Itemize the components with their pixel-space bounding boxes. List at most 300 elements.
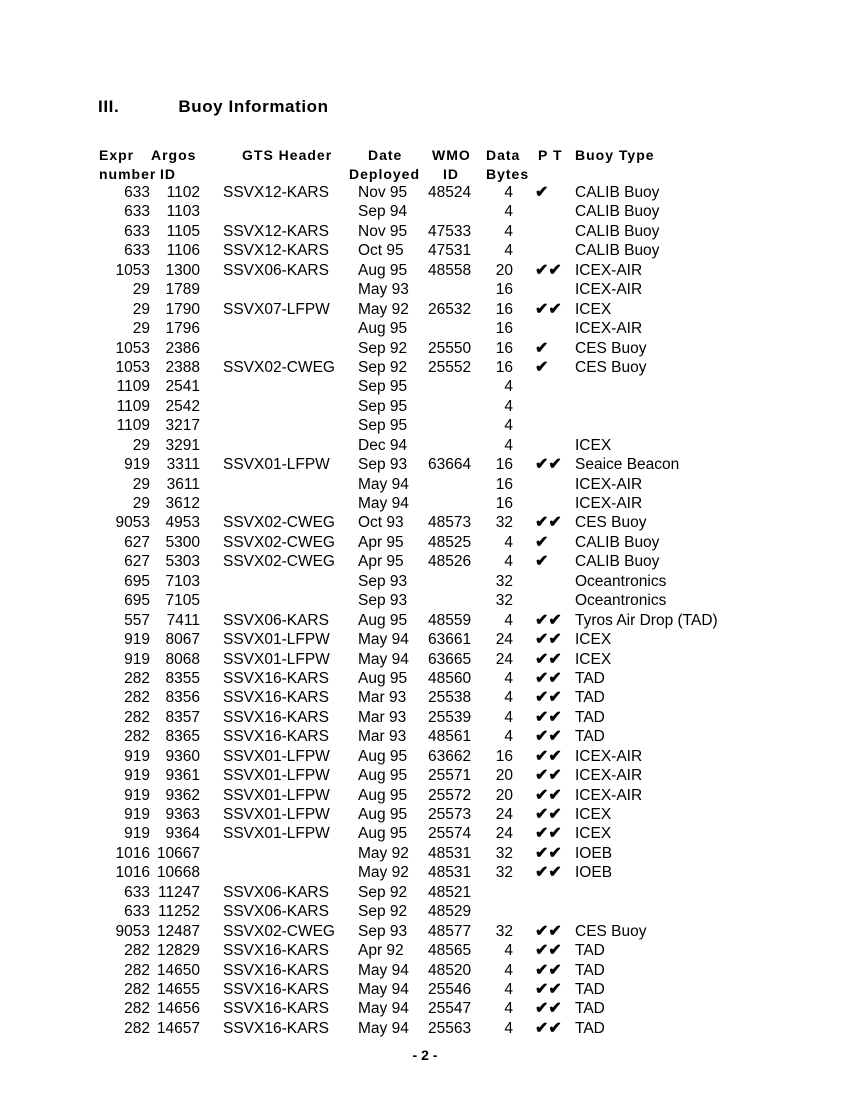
buoy-type: CALIB Buoy <box>575 203 660 221</box>
gts-header: SSVX07-LFPW <box>223 300 330 318</box>
date-deployed: May 92 <box>358 844 409 862</box>
expr-number: 919 <box>124 747 150 765</box>
table-row <box>0 766 850 785</box>
table-row <box>0 941 850 960</box>
expr-number: 29 <box>132 281 150 299</box>
argos-id: 11247 <box>158 883 200 901</box>
header-bytes-1: Data <box>486 147 521 163</box>
buoy-type: ICEX <box>575 631 612 649</box>
argos-id: 14655 <box>156 980 200 998</box>
argos-id: 5300 <box>165 533 200 551</box>
date-deployed: Apr 92 <box>358 942 404 960</box>
argos-id: 9362 <box>165 786 200 804</box>
data-bytes: 24 <box>495 631 513 649</box>
section-heading <box>98 97 329 117</box>
data-bytes: 4 <box>504 436 513 454</box>
buoy-type: ICEX-AIR <box>575 475 643 493</box>
data-bytes: 24 <box>495 806 513 823</box>
buoy-type: CES Buoy <box>575 358 647 376</box>
pt-checkmarks: ✔✔ <box>535 961 562 979</box>
table-row <box>0 980 850 999</box>
argos-id: 8355 <box>165 669 200 687</box>
header-expr-1: Expr <box>99 147 135 163</box>
section-number: III. <box>98 97 120 116</box>
date-deployed: Sep 95 <box>358 417 408 435</box>
buoy-type: IOEB <box>575 864 613 882</box>
gts-header: SSVX16-KARS <box>223 689 329 707</box>
expr-number: 919 <box>124 767 150 785</box>
data-bytes: 4 <box>504 669 513 687</box>
buoy-type: CES Buoy <box>575 514 647 532</box>
date-deployed: Nov 95 <box>358 222 408 240</box>
page-number: - 2 - <box>412 1047 438 1063</box>
header-gts: GTS Header <box>242 147 333 163</box>
expr-number: 29 <box>132 475 150 493</box>
date-deployed: Apr 95 <box>358 533 404 551</box>
wmo-id: 48560 <box>428 669 472 687</box>
pt-checkmarks: ✔✔ <box>535 689 562 707</box>
table-row <box>0 183 850 202</box>
buoy-type: CALIB Buoy <box>575 553 660 571</box>
buoy-type: TAD <box>575 689 605 707</box>
expr-number: 919 <box>124 786 150 804</box>
argos-id: 2388 <box>165 358 200 376</box>
data-bytes: 32 <box>495 514 513 532</box>
data-bytes: 24 <box>495 825 513 843</box>
wmo-id: 48577 <box>428 922 472 940</box>
pt-checkmarks: ✔✔ <box>535 514 562 532</box>
pt-checkmarks: ✔✔ <box>535 728 562 746</box>
wmo-id: 63665 <box>428 650 472 668</box>
gts-header: SSVX16-KARS <box>223 669 329 687</box>
expr-number: 282 <box>124 728 150 746</box>
gts-header: SSVX12-KARS <box>223 222 329 240</box>
gts-header: SSVX06-KARS <box>223 883 329 901</box>
table-row <box>0 513 850 532</box>
pt-checkmarks: ✔✔ <box>535 611 562 629</box>
table-row <box>0 727 850 746</box>
data-bytes: 4 <box>504 184 513 201</box>
wmo-id: 25563 <box>428 1019 472 1037</box>
date-deployed: Mar 93 <box>358 708 407 726</box>
table-row <box>0 708 850 727</box>
wmo-id: 25547 <box>428 1000 472 1018</box>
expr-number: 557 <box>124 611 150 629</box>
expr-number: 282 <box>124 1000 150 1018</box>
data-bytes: 4 <box>504 611 513 629</box>
date-deployed: Aug 95 <box>358 747 408 765</box>
date-deployed: May 94 <box>358 1000 409 1018</box>
expr-number: 29 <box>132 436 150 454</box>
table-row <box>0 999 850 1018</box>
wmo-id: 47531 <box>428 242 472 260</box>
wmo-id: 48524 <box>428 184 472 201</box>
date-deployed: Sep 92 <box>358 339 408 357</box>
data-bytes: 4 <box>504 242 513 260</box>
date-deployed: May 93 <box>358 281 409 299</box>
wmo-id: 48526 <box>428 553 472 571</box>
data-bytes: 32 <box>495 844 513 862</box>
table-row <box>0 630 850 649</box>
argos-id: 3291 <box>165 436 200 454</box>
wmo-id: 48561 <box>428 728 472 746</box>
gts-header: SSVX16-KARS <box>223 1000 329 1018</box>
buoy-type: ICEX-AIR <box>575 495 643 512</box>
data-bytes: 16 <box>495 747 513 765</box>
expr-number: 633 <box>124 184 150 201</box>
gts-header: SSVX01-LFPW <box>223 825 330 843</box>
wmo-id: 25539 <box>428 708 472 726</box>
table-row <box>0 805 850 824</box>
date-deployed: Apr 95 <box>358 553 404 571</box>
table-row <box>0 650 850 669</box>
argos-id: 10667 <box>156 844 200 862</box>
argos-id: 3612 <box>165 495 200 512</box>
buoy-type: Oceantronics <box>575 592 667 610</box>
date-deployed: May 94 <box>358 980 409 998</box>
argos-id: 8067 <box>165 631 200 649</box>
table-row <box>0 824 850 843</box>
buoy-type: TAD <box>575 980 605 998</box>
expr-number: 1053 <box>115 358 150 376</box>
gts-header: SSVX01-LFPW <box>223 786 330 804</box>
expr-number: 9053 <box>115 514 150 532</box>
argos-id: 3611 <box>166 475 200 493</box>
argos-id: 14656 <box>156 1000 200 1018</box>
argos-id: 7411 <box>166 611 200 629</box>
date-deployed: Sep 92 <box>358 903 408 921</box>
wmo-id: 48565 <box>428 942 472 960</box>
wmo-id: 48531 <box>428 864 472 882</box>
header-date-1: Date <box>368 147 403 163</box>
gts-header: SSVX06-KARS <box>223 261 329 279</box>
buoy-type: ICEX-AIR <box>575 261 643 279</box>
data-bytes: 4 <box>504 378 513 396</box>
date-deployed: Dec 94 <box>358 436 408 454</box>
pt-checkmarks: ✔✔ <box>535 825 562 843</box>
header-argos-2: ID <box>160 166 176 182</box>
gts-header: SSVX12-KARS <box>223 184 329 201</box>
date-deployed: May 94 <box>358 961 409 979</box>
expr-number: 695 <box>124 572 150 590</box>
date-deployed: May 94 <box>358 1019 409 1037</box>
data-bytes: 16 <box>495 456 513 474</box>
wmo-id: 63662 <box>428 747 472 765</box>
buoy-type: ICEX <box>575 806 612 823</box>
date-deployed: Sep 95 <box>358 397 408 415</box>
wmo-id: 63661 <box>428 631 472 649</box>
argos-id: 1300 <box>165 261 200 279</box>
wmo-id: 48531 <box>428 844 472 862</box>
data-bytes: 4 <box>504 980 513 998</box>
buoy-type: ICEX-AIR <box>575 786 643 804</box>
gts-header: SSVX06-KARS <box>223 903 329 921</box>
argos-id: 1102 <box>166 184 200 201</box>
data-bytes: 4 <box>504 689 513 707</box>
date-deployed: May 94 <box>358 495 409 512</box>
table-row <box>0 883 850 902</box>
gts-header: SSVX02-CWEG <box>223 553 335 571</box>
argos-id: 7105 <box>165 592 200 610</box>
buoy-type: ICEX <box>575 650 612 668</box>
header-wmo-1: WMO <box>432 147 471 163</box>
buoy-type: CALIB Buoy <box>575 184 660 201</box>
argos-id: 8365 <box>165 728 200 746</box>
argos-id: 12487 <box>156 922 200 940</box>
gts-header: SSVX02-CWEG <box>223 514 335 532</box>
buoy-type: TAD <box>575 669 605 687</box>
gts-header: SSVX01-LFPW <box>223 747 330 765</box>
gts-header: SSVX12-KARS <box>223 242 329 260</box>
pt-checkmarks: ✔✔ <box>535 980 562 998</box>
buoy-table <box>0 183 850 1038</box>
table-row <box>0 261 850 280</box>
buoy-type: TAD <box>575 1000 605 1018</box>
buoy-type: ICEX <box>575 825 612 843</box>
expr-number: 1053 <box>115 339 150 357</box>
date-deployed: May 94 <box>358 650 409 668</box>
date-deployed: Aug 95 <box>358 825 408 843</box>
wmo-id: 25550 <box>428 339 472 357</box>
pt-checkmarks: ✔✔ <box>535 1019 562 1037</box>
pt-checkmarks: ✔✔ <box>535 650 562 668</box>
pt-checkmarks: ✔✔ <box>535 1000 562 1018</box>
gts-header: SSVX16-KARS <box>223 942 329 960</box>
date-deployed: Aug 95 <box>358 320 408 338</box>
pt-checkmarks: ✔ <box>535 184 549 201</box>
buoy-type: TAD <box>575 708 605 726</box>
date-deployed: Sep 92 <box>358 358 408 376</box>
date-deployed: May 92 <box>358 300 409 318</box>
argos-id: 1105 <box>166 222 200 240</box>
gts-header: SSVX02-CWEG <box>223 533 335 551</box>
date-deployed: May 94 <box>358 631 409 649</box>
expr-number: 919 <box>124 631 150 649</box>
header-expr-2: number <box>99 166 157 182</box>
argos-id: 3217 <box>165 417 200 435</box>
gts-header: SSVX06-KARS <box>223 611 329 629</box>
data-bytes: 4 <box>504 203 513 221</box>
buoy-type: CES Buoy <box>575 922 647 940</box>
data-bytes: 20 <box>495 786 513 804</box>
wmo-id: 48520 <box>428 961 472 979</box>
table-row <box>0 416 850 435</box>
gts-header: SSVX01-LFPW <box>223 631 330 649</box>
expr-number: 633 <box>124 203 150 221</box>
expr-number: 633 <box>124 222 150 240</box>
buoy-type: ICEX <box>575 300 612 318</box>
table-row <box>0 475 850 494</box>
buoy-type: CALIB Buoy <box>575 533 660 551</box>
pt-checkmarks: ✔✔ <box>535 669 562 687</box>
buoy-type: ICEX-AIR <box>575 767 643 785</box>
data-bytes: 4 <box>504 397 513 415</box>
data-bytes: 16 <box>495 358 513 376</box>
date-deployed: Sep 95 <box>358 378 408 396</box>
date-deployed: Sep 94 <box>358 203 408 221</box>
table-row <box>0 922 850 941</box>
pt-checkmarks: ✔✔ <box>535 844 562 862</box>
table-row <box>0 300 850 319</box>
date-deployed: Aug 95 <box>358 806 408 823</box>
data-bytes: 4 <box>504 942 513 960</box>
table-row <box>0 455 850 474</box>
date-deployed: May 92 <box>358 864 409 882</box>
date-deployed: May 94 <box>358 475 409 493</box>
argos-id: 9360 <box>165 747 200 765</box>
buoy-type: ICEX-AIR <box>575 320 643 338</box>
header-type: Buoy Type <box>575 147 655 163</box>
gts-header: SSVX16-KARS <box>223 728 329 746</box>
data-bytes: 32 <box>495 572 513 590</box>
data-bytes: 4 <box>504 417 513 435</box>
table-row <box>0 533 850 552</box>
table-row <box>0 844 850 863</box>
argos-id: 14650 <box>156 961 200 979</box>
data-bytes: 32 <box>495 922 513 940</box>
wmo-id: 25572 <box>428 786 472 804</box>
expr-number: 1109 <box>116 417 150 435</box>
expr-number: 29 <box>132 495 150 512</box>
pt-checkmarks: ✔✔ <box>535 456 562 474</box>
argos-id: 8068 <box>165 650 200 668</box>
buoy-type: CALIB Buoy <box>575 222 660 240</box>
wmo-id: 25573 <box>428 806 472 823</box>
table-row <box>0 786 850 805</box>
expr-number: 282 <box>124 942 150 960</box>
date-deployed: Oct 93 <box>358 514 404 532</box>
argos-id: 1796 <box>165 320 200 338</box>
gts-header: SSVX01-LFPW <box>223 650 330 668</box>
table-row <box>0 572 850 591</box>
buoy-type: TAD <box>575 961 605 979</box>
expr-number: 633 <box>124 242 150 260</box>
buoy-type: Oceantronics <box>575 572 667 590</box>
argos-id: 3311 <box>166 456 200 474</box>
argos-id: 5303 <box>165 553 200 571</box>
wmo-id: 25574 <box>428 825 472 843</box>
date-deployed: Nov 95 <box>358 184 408 201</box>
gts-header: SSVX01-LFPW <box>223 456 330 474</box>
data-bytes: 32 <box>495 864 513 882</box>
table-row <box>0 202 850 221</box>
gts-header: SSVX16-KARS <box>223 1019 329 1037</box>
data-bytes: 4 <box>504 1000 513 1018</box>
pt-checkmarks: ✔ <box>535 358 549 376</box>
table-row <box>0 494 850 513</box>
table-row <box>0 669 850 688</box>
table-row <box>0 961 850 980</box>
table-row <box>0 1019 850 1038</box>
argos-id: 9364 <box>165 825 200 843</box>
wmo-id: 48521 <box>428 883 472 901</box>
table-row <box>0 377 850 396</box>
expr-number: 919 <box>124 650 150 668</box>
pt-checkmarks: ✔✔ <box>535 806 562 823</box>
pt-checkmarks: ✔✔ <box>535 942 562 960</box>
expr-number: 1109 <box>116 397 150 415</box>
argos-id: 7103 <box>165 572 200 590</box>
date-deployed: Sep 93 <box>358 592 408 610</box>
expr-number: 1053 <box>115 261 150 279</box>
table-row <box>0 436 850 455</box>
argos-id: 10668 <box>156 864 200 882</box>
buoy-type: TAD <box>575 728 605 746</box>
argos-id: 11252 <box>158 903 200 921</box>
argos-id: 1789 <box>165 281 200 299</box>
table-row <box>0 863 850 882</box>
pt-checkmarks: ✔✔ <box>535 922 562 940</box>
pt-checkmarks: ✔✔ <box>535 261 562 279</box>
data-bytes: 16 <box>495 300 513 318</box>
table-row <box>0 611 850 630</box>
table-row <box>0 241 850 260</box>
section-title: Buoy Information <box>178 97 329 116</box>
table-row <box>0 902 850 921</box>
buoy-type: Tyros Air Drop (TAD) <box>575 611 718 629</box>
wmo-id: 25546 <box>428 980 472 998</box>
wmo-id: 48559 <box>428 611 472 629</box>
argos-id: 12829 <box>156 942 200 960</box>
buoy-type: TAD <box>575 942 605 960</box>
table-row <box>0 280 850 299</box>
table-row <box>0 319 850 338</box>
gts-header: SSVX01-LFPW <box>223 806 330 823</box>
expr-number: 282 <box>124 669 150 687</box>
buoy-type: IOEB <box>575 844 613 862</box>
expr-number: 1109 <box>116 378 150 396</box>
wmo-id: 26532 <box>428 300 472 318</box>
argos-id: 2386 <box>165 339 200 357</box>
data-bytes: 4 <box>504 961 513 979</box>
argos-id: 8356 <box>165 689 200 707</box>
expr-number: 1016 <box>115 844 150 862</box>
argos-id: 2542 <box>165 397 200 415</box>
data-bytes: 24 <box>495 650 513 668</box>
wmo-id: 48558 <box>428 261 472 279</box>
expr-number: 1016 <box>115 864 150 882</box>
table-row <box>0 688 850 707</box>
expr-number: 633 <box>124 883 150 901</box>
expr-number: 282 <box>124 980 150 998</box>
wmo-id: 25552 <box>428 358 472 376</box>
expr-number: 282 <box>124 708 150 726</box>
wmo-id: 48573 <box>428 514 472 532</box>
pt-checkmarks: ✔✔ <box>535 864 562 882</box>
argos-id: 1790 <box>165 300 200 318</box>
data-bytes: 4 <box>504 728 513 746</box>
wmo-id: 63664 <box>428 456 472 474</box>
data-bytes: 4 <box>504 708 513 726</box>
argos-id: 14657 <box>156 1019 200 1037</box>
expr-number: 282 <box>124 1019 150 1037</box>
expr-number: 695 <box>124 592 150 610</box>
date-deployed: Sep 93 <box>358 922 408 940</box>
data-bytes: 4 <box>504 533 513 551</box>
data-bytes: 4 <box>504 1019 513 1037</box>
header-bytes-2: Bytes <box>486 166 530 182</box>
argos-id: 1106 <box>166 242 200 260</box>
date-deployed: Sep 92 <box>358 883 408 901</box>
gts-header: SSVX01-LFPW <box>223 767 330 785</box>
wmo-id: 25571 <box>428 767 472 785</box>
expr-number: 919 <box>124 825 150 843</box>
buoy-type: ICEX-AIR <box>575 281 643 299</box>
argos-id: 8357 <box>165 708 200 726</box>
date-deployed: Aug 95 <box>358 786 408 804</box>
gts-header: SSVX16-KARS <box>223 708 329 726</box>
header-argos-1: Argos <box>151 147 197 163</box>
